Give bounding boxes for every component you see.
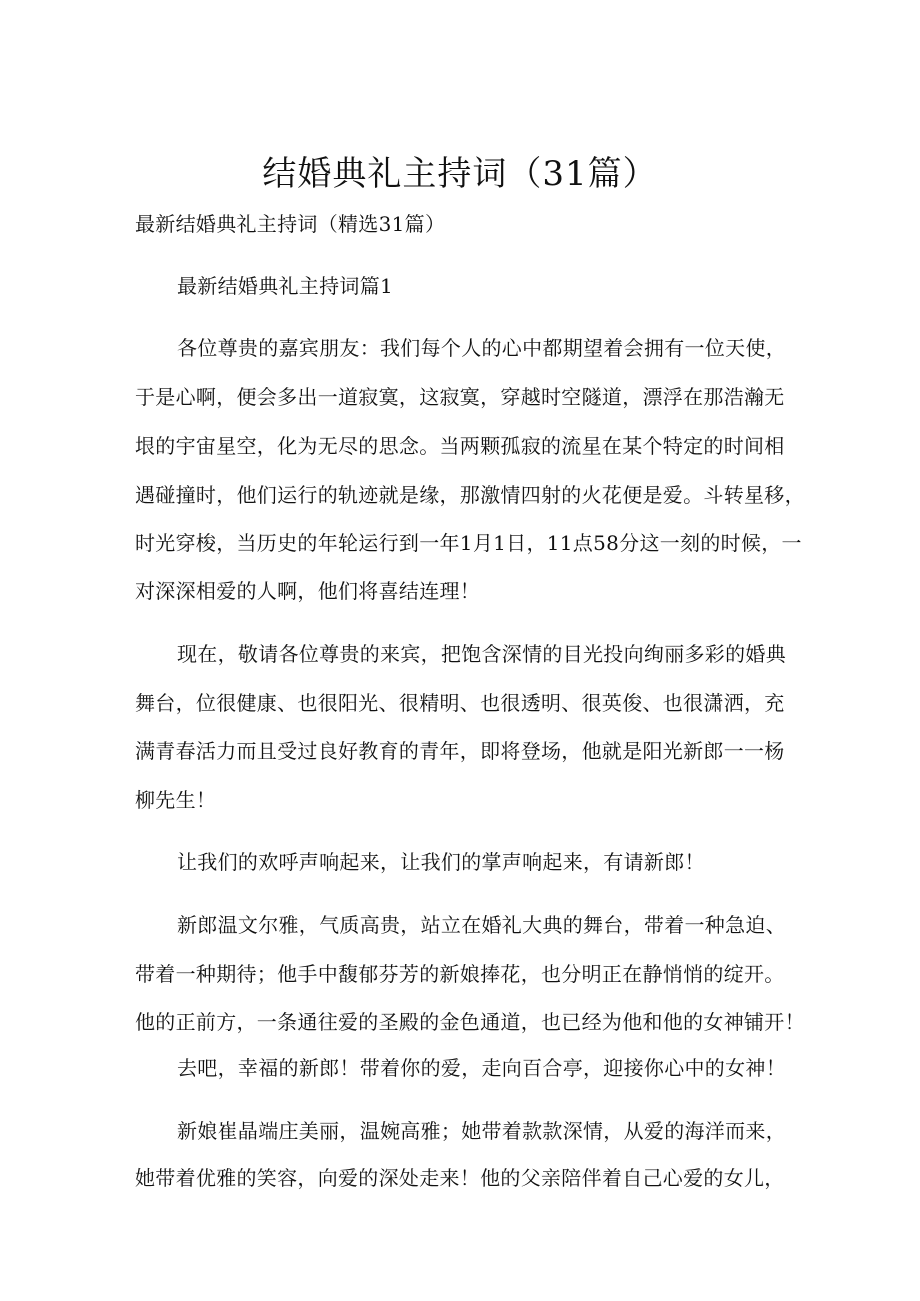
paragraph-line: 带着一种期待；他手中馥郁芬芳的新娘捧花，也分明正在静悄悄的绽开。 [135,962,785,986]
paragraph-line: 现在，敬请各位尊贵的来宾，把饱含深情的目光投向绚丽多彩的婚典 [177,642,786,666]
paragraph-line: 他的正前方，一条通往爱的圣殿的金色通道，也已经为他和他的女神铺开！ [135,1010,805,1034]
paragraph-line: 时光穿梭，当历史的年轮运行到一年1月1日，11点58分这一刻的时候，一 [135,531,802,555]
paragraph-line: 柳先生！ [135,788,217,812]
paragraph-line: 新娘崔晶端庄美丽，温婉高雅；她带着款款深情，从爱的海洋而来， [177,1119,786,1143]
document-subtitle: 最新结婚典礼主持词（精选31篇） [135,212,446,236]
paragraph-line: 对深深相爱的人啊，他们将喜结连理！ [135,579,481,603]
paragraph-line: 舞台，位很健康、也很阳光、很精明、也很透明、很英俊、也很潇洒，充 [135,691,785,715]
paragraph-line: 垠的宇宙星空，化为无尽的思念。当两颗孤寂的流星在某个特定的时间相 [135,434,785,458]
paragraph-line: 遇碰撞时，他们运行的轨迹就是缘，那激情四射的火花便是爱。斗转星移， [135,483,805,507]
document-title: 结婚典礼主持词（31篇） [262,154,658,194]
paragraph-line: 各位尊贵的嘉宾朋友：我们每个人的心中都期望着会拥有一位天使， [177,336,786,360]
paragraph-line: 于是心啊，便会多出一道寂寞，这寂寞，穿越时空隧道，漂浮在那浩瀚无 [135,385,785,409]
section-heading: 最新结婚典礼主持词篇1 [177,274,394,298]
paragraph-line: 让我们的欢呼声响起来，让我们的掌声响起来，有请新郎！ [177,850,705,874]
paragraph-line: 去吧，幸福的新郎！带着你的爱，走向百合亭，迎接你心中的女神！ [177,1056,786,1080]
paragraph-line: 满青春活力而且受过良好教育的青年，即将登场，他就是阳光新郎一一杨 [135,739,785,763]
paragraph-line: 她带着优雅的笑容，向爱的深处走来！他的父亲陪伴着自己心爱的女儿， [135,1166,785,1190]
paragraph-line: 新郎温文尔雅，气质高贵，站立在婚礼大典的舞台，带着一种急迫、 [177,913,786,937]
